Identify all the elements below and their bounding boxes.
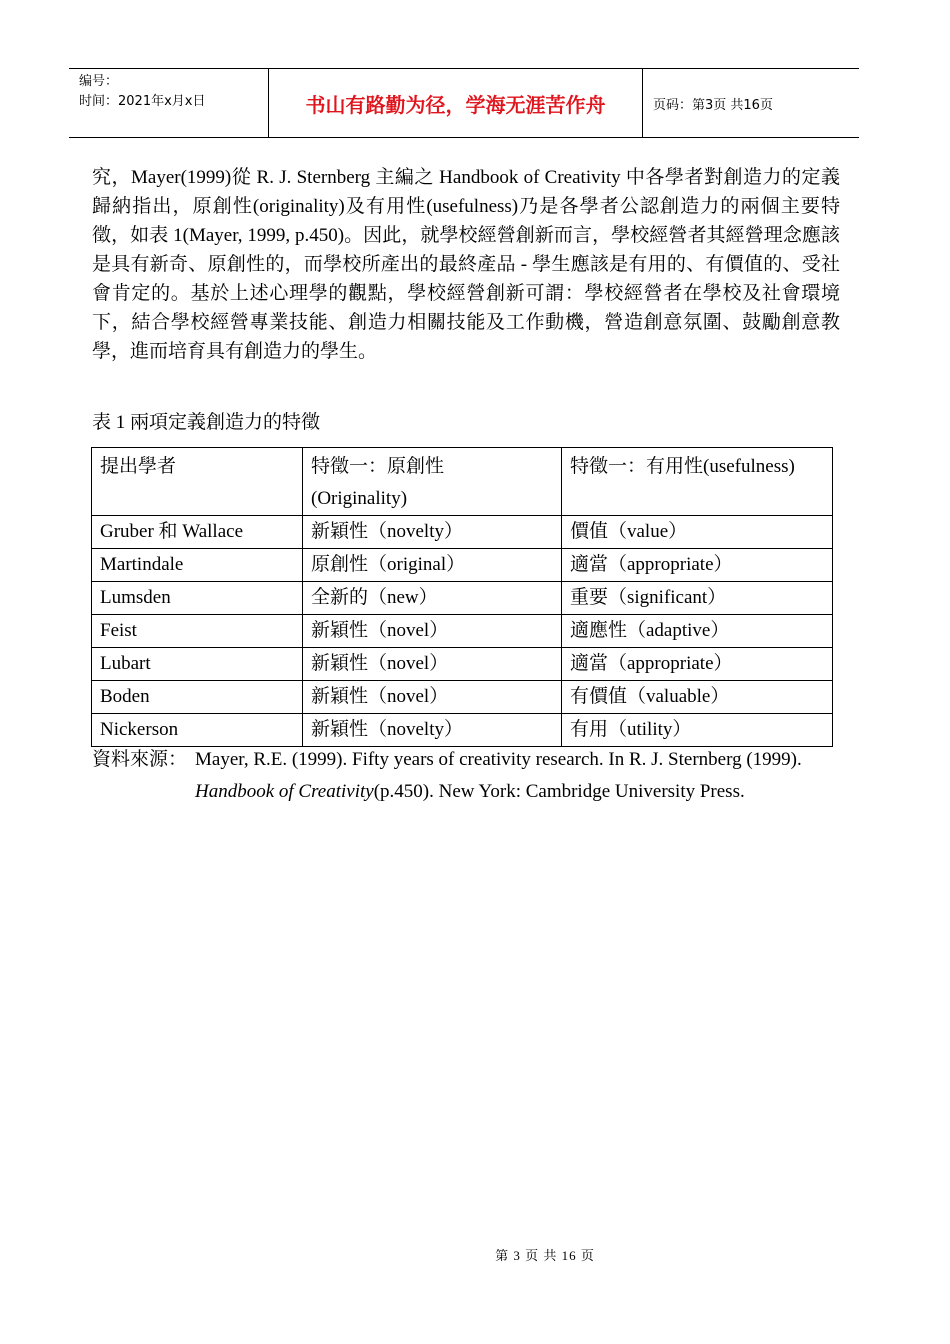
- header-meta: [69, 69, 269, 137]
- header-motto: 书山有路勤为径，学海无涯苦作舟: [269, 69, 643, 137]
- table-row: [92, 681, 833, 714]
- table-row: [92, 714, 833, 747]
- source-text-after: (p.450). New York: Cambridge University Press.: [373, 781, 745, 802]
- source-text-before: Mayer, R.E. (1999). Fifty years of creativity research. In R. J. Sternberg (1999).: [195, 749, 802, 770]
- table-cell: 價值（value）: [562, 516, 833, 549]
- table-cell: 原創性（original）: [303, 549, 562, 582]
- table-caption: 表 1 兩項定義創造力的特徵: [92, 412, 321, 433]
- table-cell: 適當（appropriate）: [562, 648, 833, 681]
- table-cell: 新穎性（novel）: [303, 615, 562, 648]
- table-cell: 新穎性（novel）: [303, 648, 562, 681]
- page-footer: [0, 1245, 950, 1264]
- header-number-label: 编号：: [79, 74, 119, 89]
- body-paragraph: 究，Mayer(1999)從 R. J. Sternberg 主編之 Handbook of Creativity 中各學者對創造力的定義歸納指出，原創性(originality)及有用性(usefulness)乃是各學者公認創造力的兩個主要特徵，如表 1(Mayer, 1999, p.450)。因此，就學校經營創新而言，學校經營者其經營理念應該是具有新奇、原創性的，而學校所產出的最終產品 - 學生應該是有用的、有價值的、受社會肯定的。基於上述心理學的觀點，學校經營創新可謂：學校經營者在學校及社會環境下，結合學校經營專業技能、創造力相關技能及工作動機，營造創意氛圍、鼓勵創意教學，進而培育具有創造力的學生。: [92, 167, 840, 362]
- table-cell: 適當（appropriate）: [562, 549, 833, 582]
- header-cell-feature2: 特徵一：有用性(usefulness): [562, 448, 833, 516]
- table-row: [92, 549, 833, 582]
- header-page-info: 页码：第3页 共16页: [653, 97, 773, 113]
- table-row: [92, 516, 833, 549]
- table-cell: 重要（significant）: [562, 582, 833, 615]
- table-cell: Feist: [92, 615, 303, 648]
- table-cell: Lumsden: [92, 582, 303, 615]
- header-cell-feature1: [303, 448, 562, 516]
- table-cell: Nickerson: [92, 714, 303, 747]
- table-cell: Boden: [92, 681, 303, 714]
- header-feature1-line1: 特徵一：原創性: [311, 456, 445, 477]
- header-time-label: 时间：2021年x月x日: [79, 94, 206, 109]
- features-table: [91, 447, 833, 747]
- table-cell: 新穎性（novelty）: [303, 714, 562, 747]
- source-label: 資料來源：: [92, 749, 188, 770]
- table-header-row: [92, 448, 833, 516]
- table-cell: Martindale: [92, 549, 303, 582]
- table-cell: 有價值（valuable）: [562, 681, 833, 714]
- table-cell: 全新的（new）: [303, 582, 562, 615]
- table-cell: 適應性（adaptive）: [562, 615, 833, 648]
- table-row: [92, 648, 833, 681]
- source-book-title: Handbook of Creativity: [195, 781, 374, 802]
- table-cell: Lubart: [92, 648, 303, 681]
- footer-page-number: 第 3 页 共 16 页: [495, 1248, 595, 1263]
- table-source: [92, 744, 832, 808]
- table-row: [92, 615, 833, 648]
- header-feature1-line2: (Originality): [311, 488, 408, 509]
- body-text: [92, 163, 840, 366]
- page-header: [69, 68, 859, 138]
- header-cell-scholar: 提出學者: [92, 448, 303, 516]
- table-row: [92, 582, 833, 615]
- source-citation: [195, 744, 820, 808]
- table-cell: 新穎性（novel）: [303, 681, 562, 714]
- table-cell: 新穎性（novelty）: [303, 516, 562, 549]
- table-cell: Gruber 和 Wallace: [92, 516, 303, 549]
- table-cell: 有用（utility）: [562, 714, 833, 747]
